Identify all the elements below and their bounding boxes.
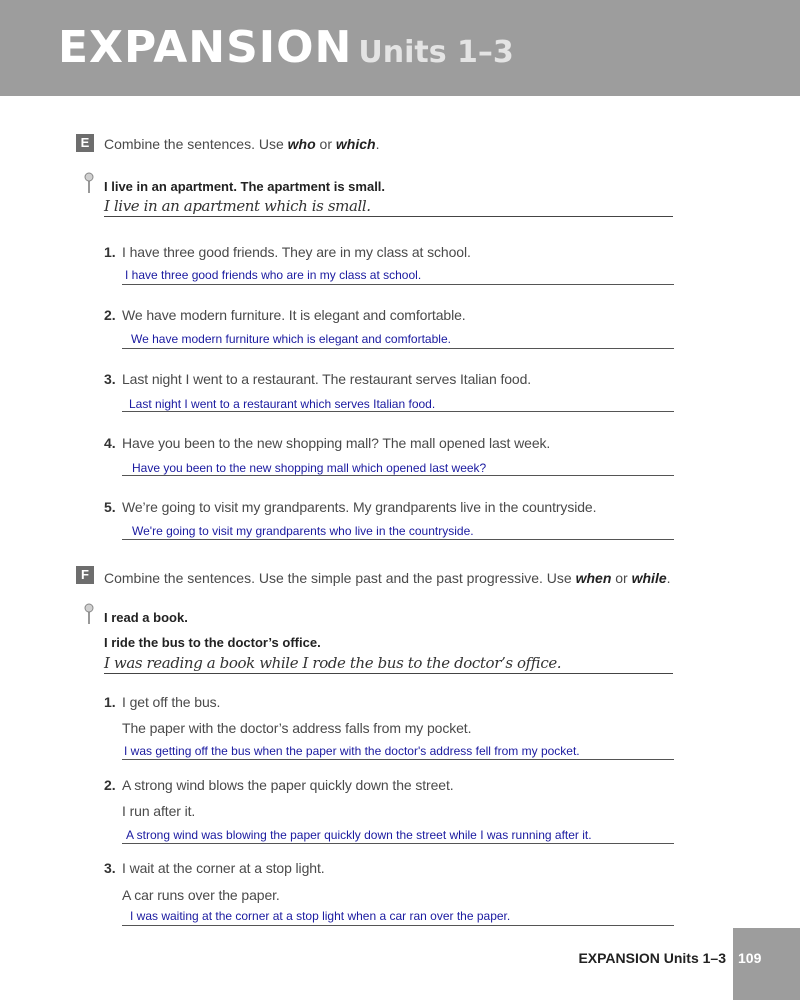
e-item-2-number: 2.: [104, 307, 116, 323]
e-item-2-question: We have modern furniture. It is elegant and comfortable.: [122, 307, 466, 323]
e-item-4-answer[interactable]: Have you been to the new shopping mall which opened last week?: [132, 461, 487, 475]
page-header: [0, 0, 800, 96]
e-item-5-number: 5.: [104, 499, 116, 515]
page-title: [58, 22, 514, 73]
section-f-example-answer: I was reading a book while I rode the bus to the doctor’s office.: [104, 654, 673, 674]
section-f-instruction: Combine the sentences. Use the simple past and the past progressive. Use when or while.: [104, 570, 671, 586]
f-item-2-line1: A strong wind blows the paper quickly down the street.: [122, 777, 454, 793]
e-item-3-number: 3.: [104, 371, 116, 387]
f-item-3-line2: A car runs over the paper.: [122, 887, 280, 903]
f-item-2-answer-line: [122, 843, 674, 844]
f-item-3-line1: I wait at the corner at a stop light.: [122, 860, 325, 876]
e-item-1-number: 1.: [104, 244, 116, 260]
section-e-instruction: Combine the sentences. Use who or which.: [104, 136, 380, 152]
f-item-2-answer[interactable]: A strong wind was blowing the paper quickly down the street while I was running after it.: [126, 828, 592, 842]
example-pin-icon: [84, 172, 94, 194]
f-item-1-number: 1.: [104, 694, 116, 710]
f-item-1-answer-line: [122, 759, 674, 760]
example-pin-icon: [84, 603, 94, 625]
header-subtitle: Units 1–3: [358, 35, 514, 70]
e-item-5-question: We’re going to visit my grandparents. My grandparents live in the countryside.: [122, 499, 597, 515]
section-e-example-answer: I live in an apartment which is small.: [104, 197, 673, 217]
footer-label: EXPANSION Units 1–3: [578, 950, 726, 966]
f-item-2-number: 2.: [104, 777, 116, 793]
e-item-3-answer[interactable]: Last night I went to a restaurant which serves Italian food.: [129, 397, 436, 411]
section-e-badge: E: [76, 134, 94, 152]
f-item-3-answer-line: [122, 925, 674, 926]
e-item-5-answer[interactable]: We're going to visit my grandparents who live in the countryside.: [132, 524, 474, 538]
section-f-example-line2: I ride the bus to the doctor’s office.: [104, 635, 321, 650]
f-item-1-line2: The paper with the doctor’s address falls from my pocket.: [122, 720, 472, 736]
f-item-3-number: 3.: [104, 860, 116, 876]
page-number: 109: [738, 950, 762, 966]
f-item-3-answer[interactable]: I was waiting at the corner at a stop light when a car ran over the paper.: [130, 909, 511, 923]
e-item-1-question: I have three good friends. They are in my class at school.: [122, 244, 471, 260]
section-e-example-question: I live in an apartment. The apartment is small.: [104, 179, 386, 194]
e-item-1-answer-line: [122, 284, 674, 285]
section-f-badge: F: [76, 566, 94, 584]
e-item-2-answer[interactable]: We have modern furniture which is elegant and comfortable.: [131, 332, 451, 346]
e-item-5-answer-line: [122, 539, 674, 540]
e-item-3-answer-line: [122, 411, 674, 412]
e-item-4-answer-line: [122, 475, 674, 476]
e-item-4-number: 4.: [104, 435, 116, 451]
e-item-3-question: Last night I went to a restaurant. The restaurant serves Italian food.: [122, 371, 532, 387]
e-item-1-answer[interactable]: I have three good friends who are in my class at school.: [125, 268, 422, 282]
f-item-1-line1: I get off the bus.: [122, 694, 221, 710]
f-item-2-line2: I run after it.: [122, 803, 196, 819]
header-title-text: EXPANSION: [58, 22, 353, 73]
e-item-2-answer-line: [122, 348, 674, 349]
e-item-4-question: Have you been to the new shopping mall? The mall opened last week.: [122, 435, 551, 451]
f-item-1-answer[interactable]: I was getting off the bus when the paper with the doctor's address fell from my pocket.: [124, 744, 580, 758]
section-f-example-line1: I read a book.: [104, 610, 188, 625]
